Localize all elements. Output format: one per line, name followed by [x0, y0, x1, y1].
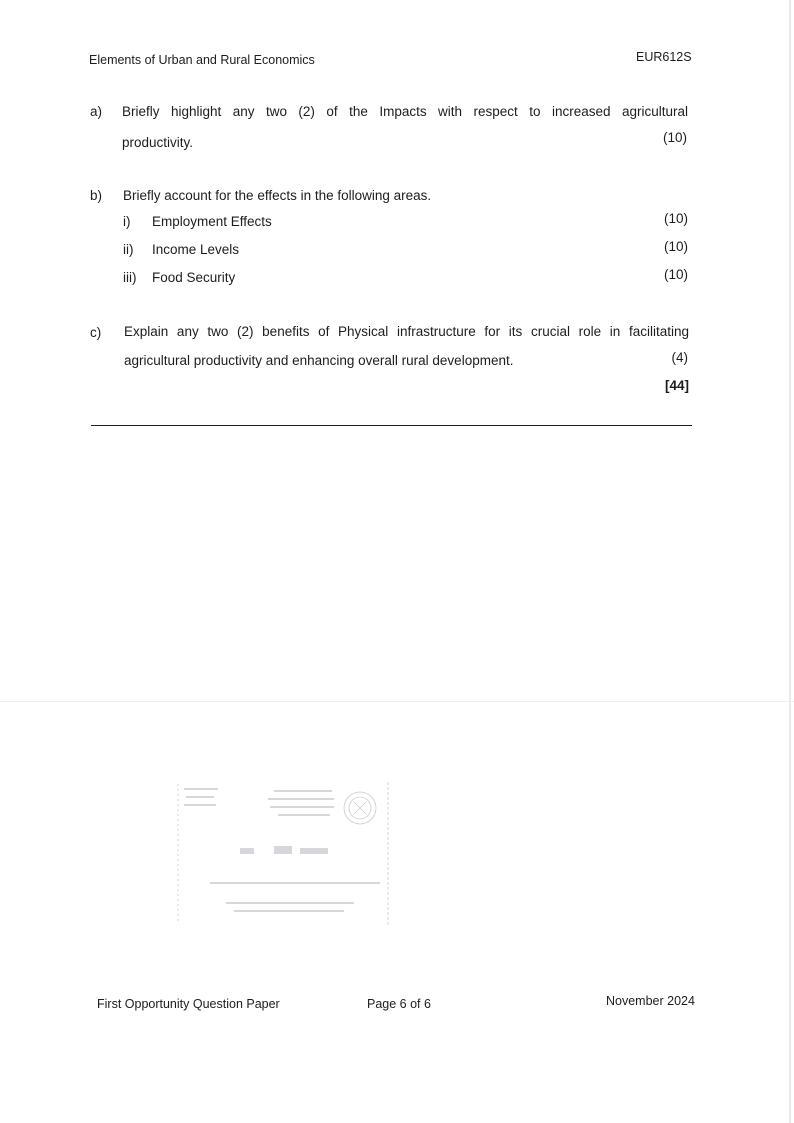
course-title: Elements of Urban and Rural Economics	[89, 53, 315, 67]
sub-item-number: ii)	[123, 242, 134, 257]
official-stamp	[170, 778, 394, 930]
sub-item-marks: (10)	[663, 267, 688, 282]
sub-item-text: Employment Effects	[152, 214, 272, 229]
sub-item-number: i)	[123, 214, 131, 229]
footer-paper-type: First Opportunity Question Paper	[97, 997, 280, 1011]
sub-item-text: Food Security	[152, 270, 236, 285]
sub-item-number: iii)	[123, 270, 137, 285]
question-marks: (10)	[662, 130, 687, 145]
question-marks: (4)	[671, 350, 688, 365]
sub-item-text: Income Levels	[152, 242, 240, 257]
fold-line	[0, 701, 794, 702]
question-text-line1: Briefly highlight any two (2) of the Impacts with respect to increased agricultural	[122, 104, 688, 119]
section-divider	[91, 425, 692, 426]
total-marks: [44]	[664, 378, 689, 393]
question-text: Briefly account for the effects in the following areas.	[123, 188, 432, 203]
sub-item-marks: (10)	[663, 211, 688, 226]
question-text-line2: productivity.	[122, 135, 194, 150]
course-code: EUR612S	[636, 50, 692, 64]
question-label: a)	[90, 104, 103, 119]
sub-item-marks: (10)	[663, 239, 688, 254]
footer-date: November 2024	[606, 994, 695, 1008]
question-text-line1: Explain any two (2) benefits of Physical infrastructure for its crucial role in facilitating	[124, 324, 689, 339]
question-label: c)	[90, 325, 102, 340]
scan-edge	[789, 0, 791, 1123]
question-text-line2: agricultural productivity and enhancing overall rural development.	[124, 353, 514, 368]
footer-page-number: Page 6 of 6	[367, 997, 431, 1011]
question-label: b)	[90, 188, 103, 203]
